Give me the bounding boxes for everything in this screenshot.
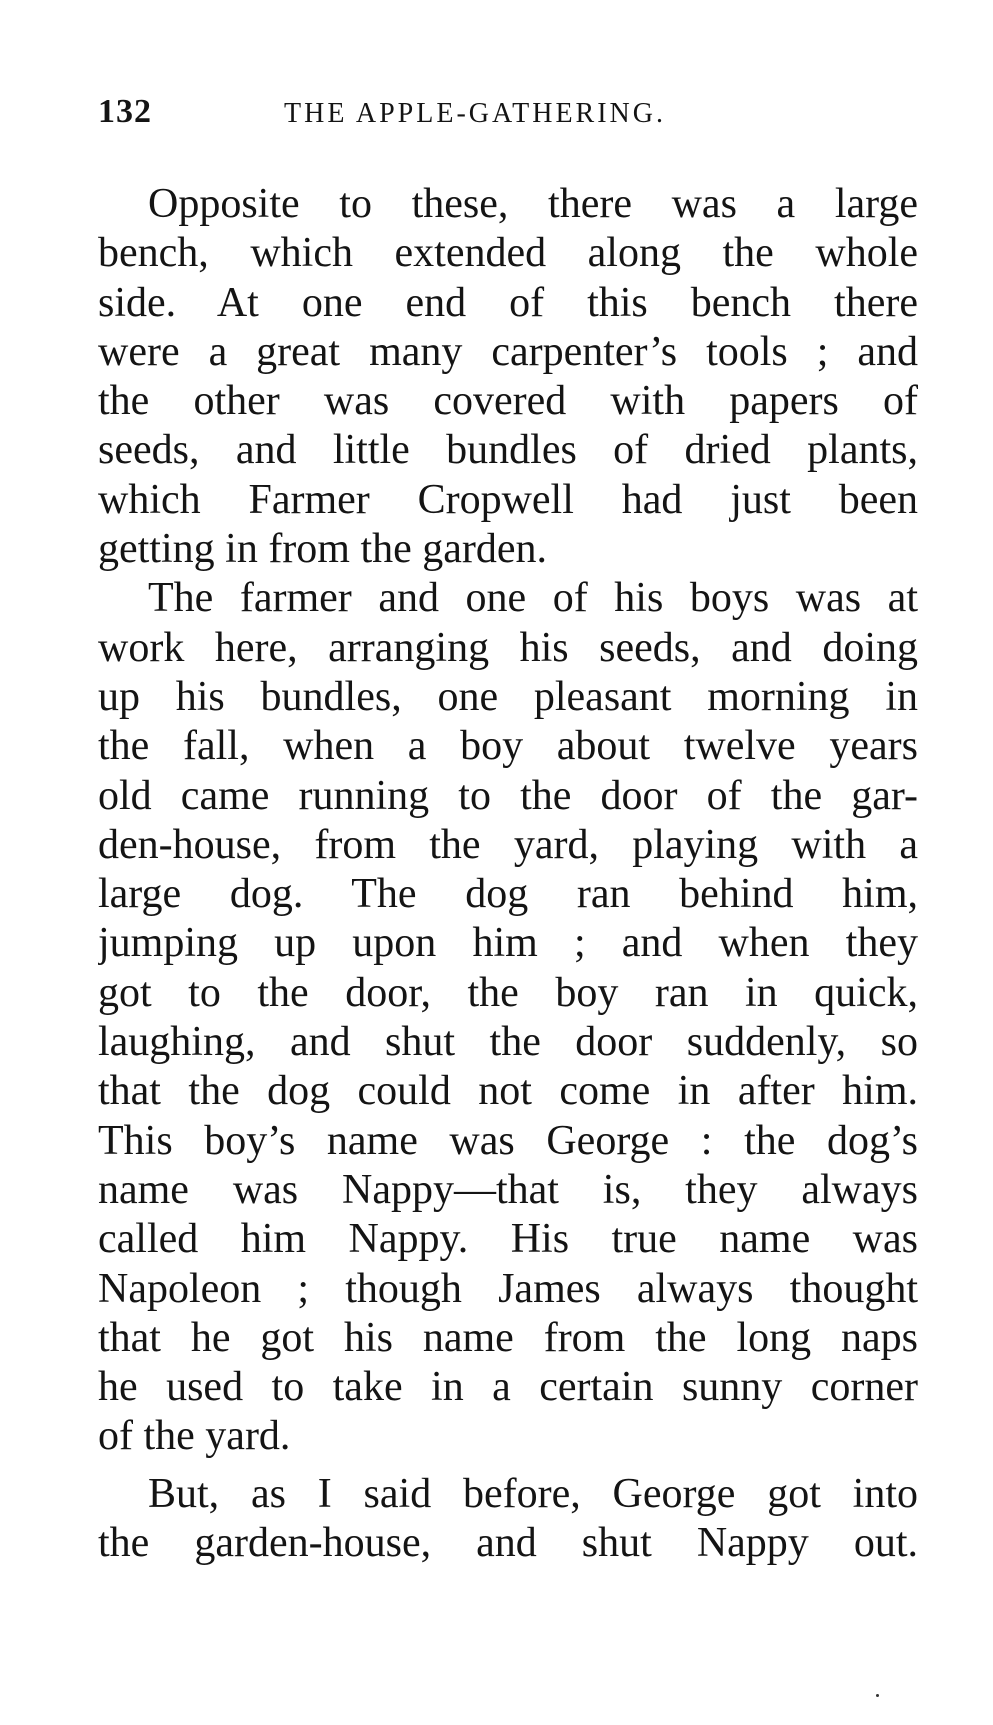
text-line: Napoleon ; though James always thought [98,1265,918,1312]
text-line: that he got his name from the long naps [98,1314,918,1361]
text-line: The farmer and one of his boys was at [148,575,918,622]
text-line: bench, which extended along the whole [98,230,918,277]
text-line: called him Nappy. His true name was [98,1216,918,1263]
text-line: were a great many carpenter’s tools ; and [98,328,918,375]
text-line: the garden-house, and shut Nappy out. [98,1520,918,1567]
chapter-title: THE APPLE-GATHERING. [284,98,666,129]
text-line: that the dog could not come in after him. [98,1068,918,1115]
page-number: 132 [98,93,152,130]
text-line: But, as I said before, George got into [148,1470,918,1517]
text-line: got to the door, the boy ran in quick, [98,969,918,1016]
running-head [98,92,918,136]
text-line: getting in from the garden. [98,526,548,573]
text-line: large dog. The dog ran behind him, [98,871,918,918]
text-line: work here, arranging his seeds, and doing [98,624,918,671]
text-line: old came running to the door of the gar- [98,772,918,819]
text-line: laughing, and shut the door suddenly, so [98,1019,918,1066]
body-text [98,180,918,1568]
text-line: name was Nappy—that is, they always [98,1166,918,1213]
text-line: which Farmer Cropwell had just been [98,476,918,523]
text-line: he used to take in a certain sunny corner [98,1364,918,1411]
text-line: Opposite to these, there was a large [148,181,918,227]
text-line: This boy’s name was George : the dog’s [98,1117,918,1164]
text-line: the other was covered with papers of [98,378,918,425]
text-line: of the yard. [98,1413,291,1460]
text-line: jumping up upon him ; and when they [98,920,918,967]
text-line: den-house, from the yard, playing with a [98,821,918,868]
text-line: side. At one end of this bench there [98,279,918,326]
text-line: up his bundles, one pleasant morning in [98,673,918,720]
print-speck [876,1694,879,1697]
text-line: seeds, and little bundles of dried plants, [98,427,918,474]
text-line: the fall, when a boy about twelve years [98,723,918,770]
